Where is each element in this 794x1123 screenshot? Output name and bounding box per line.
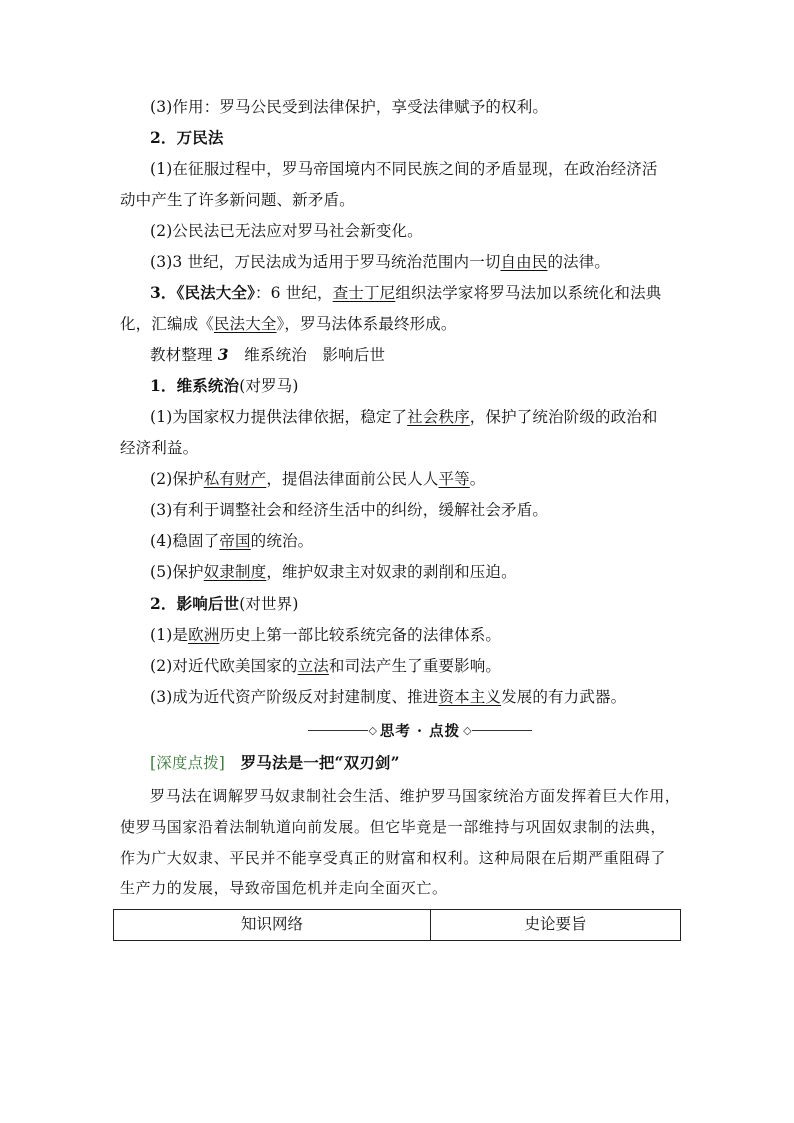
text: (3)成为近代资产阶级反对封建制度、推进 [150, 688, 439, 706]
text-line [150, 251, 610, 273]
deep-insight-tag: [深度点拨] [150, 754, 225, 772]
text: 化，汇编成《 [120, 315, 214, 333]
table-header-key-points: 史论要旨 [431, 910, 681, 941]
table-header-knowledge-network: 知识网络 [114, 910, 431, 941]
text: ：6 世纪， [255, 284, 333, 302]
heading-text: 1．维系统治 [150, 376, 240, 395]
underlined-keyword: 帝国 [219, 532, 251, 550]
text: (1)为国家权力提供法律依据，稳定了 [150, 408, 408, 426]
divider-label: 思考 · 点拨 [379, 722, 461, 740]
text: ，提倡法律面前公民人人 [266, 470, 439, 488]
text: 生产力的发展，导致帝国危机并走向全面灭亡。 [120, 879, 448, 897]
underlined-keyword: 欧洲 [188, 626, 220, 644]
section-divider [308, 718, 532, 742]
text: (2)公民法已无法应对罗马社会新变化。 [150, 222, 423, 240]
text: (5)保护 [150, 563, 204, 581]
underlined-keyword: 社会秩序 [407, 408, 470, 426]
text: (1)是 [150, 626, 189, 644]
text: 教材整理 [150, 346, 218, 364]
text-line [120, 189, 355, 211]
underlined-keyword: 平等 [438, 470, 470, 488]
text-line [120, 437, 198, 459]
text: 》，罗马法体系最终形成。 [276, 315, 457, 333]
text: (3)3 世纪，万民法成为适用于罗马统治范围内一切 [150, 253, 501, 271]
text: 的统治。 [250, 532, 314, 550]
deep-insight-heading [150, 752, 400, 774]
text-line [150, 406, 658, 428]
underlined-keyword: 资本主义 [438, 688, 502, 706]
paragraph-line [120, 847, 666, 869]
heading-wanminfa [150, 127, 224, 149]
text-line [150, 624, 501, 646]
text: (对世界) [239, 595, 299, 613]
text: 历史上第一部比较系统完备的法律体系。 [219, 626, 502, 644]
underlined-keyword: 自由民 [500, 253, 548, 271]
text: 和司法产生了重要影响。 [328, 657, 502, 675]
diamond-icon: ◇ [463, 723, 472, 737]
paragraph-line [120, 816, 666, 838]
underlined-keyword: 查士丁尼 [332, 284, 396, 302]
underlined-keyword: 民法大全 [213, 315, 277, 333]
divider-rule-left [308, 730, 368, 731]
text: 的法律。 [547, 253, 611, 271]
text: ，保护了统治阶级的政治和 [469, 408, 658, 426]
paragraph-line [150, 785, 680, 807]
text: (2)保护 [150, 470, 204, 488]
underlined-keyword: 立法 [297, 657, 329, 675]
text: 。 [469, 470, 486, 488]
text: (对罗马) [239, 377, 299, 395]
text-line-role [150, 96, 548, 118]
text-line [150, 468, 485, 490]
text: (3)有利于调整社会和经济生活中的纠纷，缓解社会矛盾。 [150, 501, 549, 519]
underlined-keyword: 私有财产 [203, 470, 267, 488]
text-line [150, 499, 548, 521]
text-line [150, 686, 626, 708]
text-line [150, 530, 313, 552]
text: 组织法学家将罗马法加以系统化和法典 [395, 284, 662, 302]
text: ，维护奴隶主对奴隶的剥削和压迫。 [266, 563, 517, 581]
knowledge-table [113, 909, 681, 941]
heading-text: 3．《民法大全》 [150, 283, 255, 302]
text: 使罗马国家沿着法制轨道向前发展。但它毕竟是一部维持与巩固奴隶制的法典， [120, 818, 667, 836]
text-line [150, 655, 501, 677]
text-line [150, 220, 423, 242]
section-heading [150, 344, 385, 366]
text-line [150, 158, 658, 180]
text: 动中产生了许多新问题、新矛盾。 [120, 191, 355, 209]
text: (2)对近代欧美国家的 [150, 657, 298, 675]
heading-yingxiang [150, 593, 299, 615]
text: 罗马法在调解罗马奴隶制社会生活、维护罗马国家统治方面发挥着巨大作用， [150, 787, 681, 805]
heading-weixi [150, 375, 299, 397]
divider-rule-right [472, 730, 532, 731]
text: (4)稳固了 [150, 532, 220, 550]
text-line [150, 282, 661, 304]
text: (3)作用：罗马公民受到法律保护，享受法律赋予的权利。 [150, 98, 549, 116]
heading-text: 2．影响后世 [150, 594, 240, 613]
text: 经济利益。 [120, 439, 199, 457]
diamond-icon: ◇ [368, 723, 377, 737]
section-title: 维系统治 影响后世 [228, 346, 386, 364]
deep-insight-title: 罗马法是一把“双刃剑” [225, 753, 400, 772]
text: 发展的有力武器。 [501, 688, 627, 706]
section-number: 3 [217, 345, 229, 364]
heading-text: 2．万民法 [150, 128, 224, 147]
text: 作为广大奴隶、平民并不能享受真正的财富和权利。这种局限在后期严重阻碍了 [120, 849, 667, 867]
text-line [120, 313, 457, 335]
table-row [114, 910, 681, 941]
text: (1)在征服过程中，罗马帝国境内不同民族之间的矛盾显现，在政治经济活 [150, 160, 658, 178]
text-line [150, 561, 517, 583]
underlined-keyword: 奴隶制度 [203, 563, 267, 581]
paragraph-line [120, 877, 448, 899]
